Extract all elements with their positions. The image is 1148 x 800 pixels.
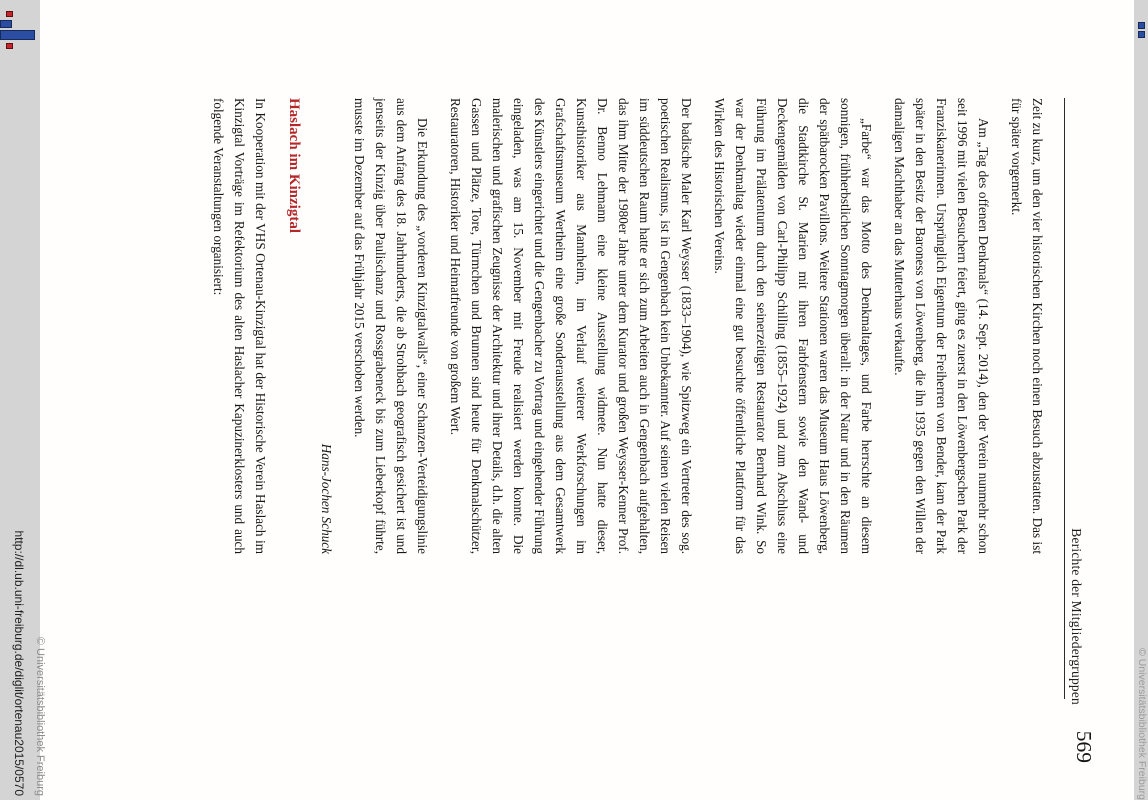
author-signature: Hans-Jochen Schuck bbox=[319, 443, 334, 554]
ub-freiburg-logo-square-icon bbox=[6, 43, 13, 49]
paragraph: Am „Tag des offenen Denkmals“ (14. Sept. 2014), den der Verein nunmehr schon seit 1996 mit vielen Besuchern feiert, ging es zuerst in den Löwenbergschen Park der Franziskanerinnen. Ursprünglich Eigentum der Freiherren von Bender, kam der Park später in den Besitz der Baroness von Löwenberg, die ihn 1935 gegen den Willen der damaligen Machthaber an das Mutterhaus verkaufte. bbox=[892, 98, 991, 554]
page-number: 569 bbox=[1072, 730, 1096, 763]
section-heading: Haslach im Kinzigtal bbox=[286, 98, 302, 233]
paragraph: Der badische Maler Karl Weysser (1833–1904), wie Spitzweg ein Vertreter des sog. poetischen Realismus, ist in Gengenbach kein Unbekannter. Auf seinen vielen Reisen im süddeutschen Raum hatte er sich zum Arbeiten auch in Gengenbach aufgehalten, das ihm Mitte der 1980er Jahre unter dem Kurator und großen Weysser-Kenner Prof. Dr. Benno Lehmann eine kleine Ausstellung widmete. Nun hatte dieser, Kunsthistoriker aus Mannheim, im Verlauf weiterer Werkforschungen im Grafschaftsmuseum Wertheim eine große Sonderausstellung aus dem Gesamtwerk des Künstlers eingerichtet und die Gengenbacher zu Vortrag und eingehender Führung eingeladen, was am 15. November mit Freude realisiert werden konnte. Die malerischen und grafischen Zeugnisse der Architektur und ihrer Details, d.h. die alten Gassen und Plätze, Tore, Türmchen und Brunnen sind heute für Denkmalschützer, Restauratoren, Historiker und Heimatfreunde von großem Wert. bbox=[448, 98, 694, 554]
book-page bbox=[40, 0, 1134, 800]
paragraph: In Kooperation mit der VHS Ortenau-Kinzigtal hat der Historische Verein Haslach im Kinzigtal Vorträge im Refektorium des alten Haslacher Kapuzinerklosters und auch folgende Veranstaltungen organisiert: bbox=[211, 98, 268, 554]
copyright-watermark-top: © Universitätsbibliothek Freiburg bbox=[1136, 648, 1148, 800]
text-column bbox=[208, 98, 1048, 554]
running-head: Berichte der Mitgliedergruppen bbox=[1069, 528, 1084, 705]
paragraph: „Farbe“ war das Motto des Denkmaltages, und Farbe herrschte an diesem sonnigen, frühherbstlichen Sonntagmorgen überall: in der Natur und in den Räumen der spätbarocken Pavillons. Weitere Stationen waren das Museum Haus Löwenberg, die Stadtkirche St. Marien mit ihren Farbfenstern sowie den Wand- und Deckengemälden von Carl-Philipp Schilling (1855–1924) und zum Abschluss eine Führung im Prälatenturm durch den seinerzeitigen Restaurator Bernhard Wink. So war der Denkmaltag wieder einmal eine gut besuchte öffentliche Plattform für das Wirken des Historischen Vereins. bbox=[712, 98, 874, 554]
header-rule bbox=[1064, 98, 1065, 699]
ub-freiburg-logo-bar-icon bbox=[0, 20, 12, 28]
ub-freiburg-logo-bar-icon bbox=[0, 30, 35, 40]
copyright-watermark: © Universitätsbibliothek Freiburg bbox=[34, 636, 46, 796]
ub-freiburg-logo-square-icon bbox=[6, 11, 13, 17]
paragraph: Die Erkundung des „vorderen Kinzigtalwalls“, einer Schanzen-Verteidigungslinie aus dem Anfang des 18. Jahrhunderts, die ab Strohbach geografisch gesichert ist und jenseits der Kinzig über Paulischanz und Rossgrabeneck bis zum Lieberkopf führte, musste im Dezember auf das Frühjahr 2015 verschoben werden. bbox=[352, 98, 430, 554]
source-url-watermark: http://dl.ub.uni-freiburg.de/diglit/ortenau2015/0570 bbox=[12, 530, 26, 796]
paragraph: Zeit zu kurz, um den vier historischen Kirchen noch einen Besuch abzustatten. Das ist für später vorgemerkt. bbox=[1009, 98, 1045, 554]
